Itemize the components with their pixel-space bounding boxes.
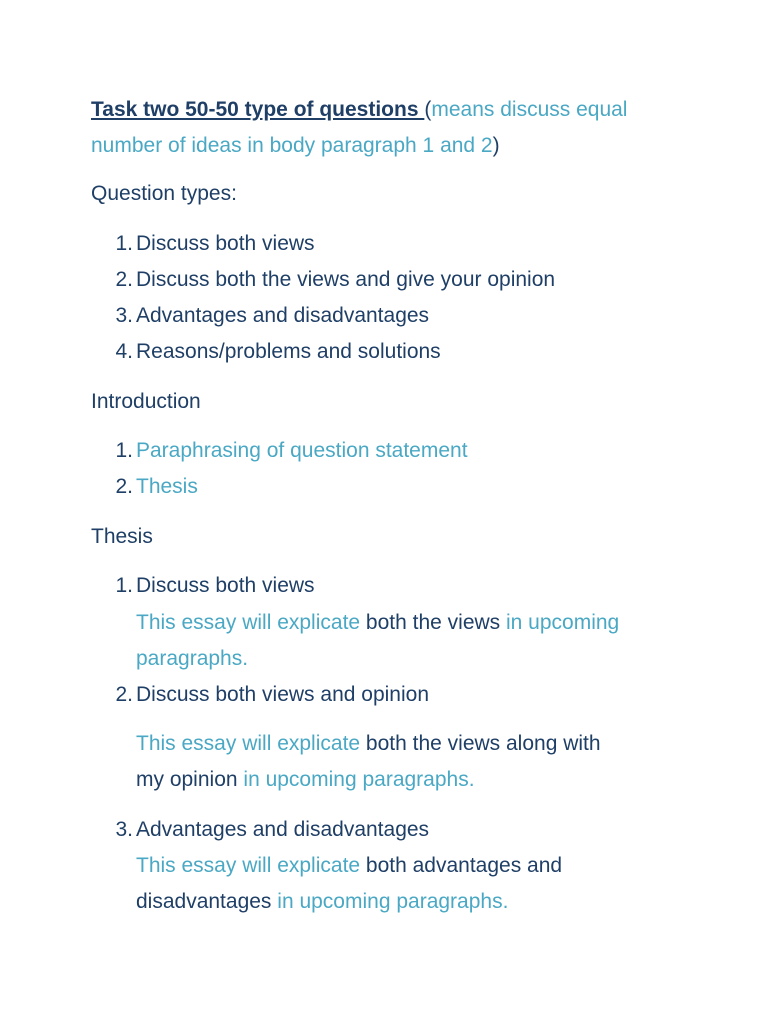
list-item: Discuss both views and opinion: [136, 683, 429, 706]
example-light-text: This essay will explicate: [136, 732, 366, 755]
list-item: Discuss both views: [136, 574, 315, 597]
heading-note-line-2: number of ideas in body paragraph 1 and 2: [91, 134, 493, 157]
list-item: Thesis: [136, 475, 198, 498]
thesis-label: Thesis: [91, 525, 153, 548]
close-paren: ): [492, 134, 500, 157]
thesis-example-line: paragraphs.: [136, 647, 249, 670]
example-light-text: in upcoming: [500, 611, 620, 634]
thesis-example-line: [136, 605, 619, 641]
list-number: 2.: [115, 683, 133, 706]
list-item: Advantages and disadvantages: [136, 304, 430, 327]
thesis-example-line: [136, 884, 508, 920]
example-dark-text: both advantages and: [365, 854, 563, 877]
list-number: 3.: [115, 304, 133, 327]
example-dark-text: both the views: [365, 611, 501, 634]
question-types-label: Question types:: [91, 182, 237, 205]
example-light-text: in upcoming paragraphs.: [237, 768, 475, 791]
list-number: 1.: [115, 574, 133, 597]
list-item: Discuss both views: [136, 232, 315, 255]
heading-line-2: [91, 128, 500, 164]
example-dark-text: both the views along with: [365, 732, 601, 755]
example-light-text: This essay will explicate: [136, 611, 366, 634]
list-number: 3.: [115, 818, 133, 841]
list-number: 2.: [115, 268, 133, 291]
list-item: Advantages and disadvantages: [136, 818, 430, 841]
heading-line-1: [91, 92, 627, 128]
thesis-example-line: [136, 848, 562, 884]
list-number: 1.: [115, 232, 133, 255]
list-number: 1.: [115, 439, 133, 462]
page-title: Task two 50-50 type of questions: [91, 98, 425, 121]
thesis-example-line: [136, 762, 475, 798]
heading-note-line-1: means discuss equal: [431, 98, 628, 121]
list-number: 2.: [115, 475, 133, 498]
introduction-label: Introduction: [91, 390, 201, 413]
thesis-example-line: [136, 726, 601, 762]
list-number: 4.: [115, 340, 133, 363]
example-light-text: This essay will explicate: [136, 854, 366, 877]
list-item: Discuss both the views and give your opinion: [136, 268, 556, 291]
list-item: Paraphrasing of question statement: [136, 439, 468, 462]
example-light-text: in upcoming paragraphs.: [271, 890, 509, 913]
list-item: Reasons/problems and solutions: [136, 340, 441, 363]
example-dark-text: disadvantages: [136, 890, 272, 913]
open-paren: (: [424, 98, 432, 121]
example-dark-text: my opinion: [136, 768, 238, 791]
